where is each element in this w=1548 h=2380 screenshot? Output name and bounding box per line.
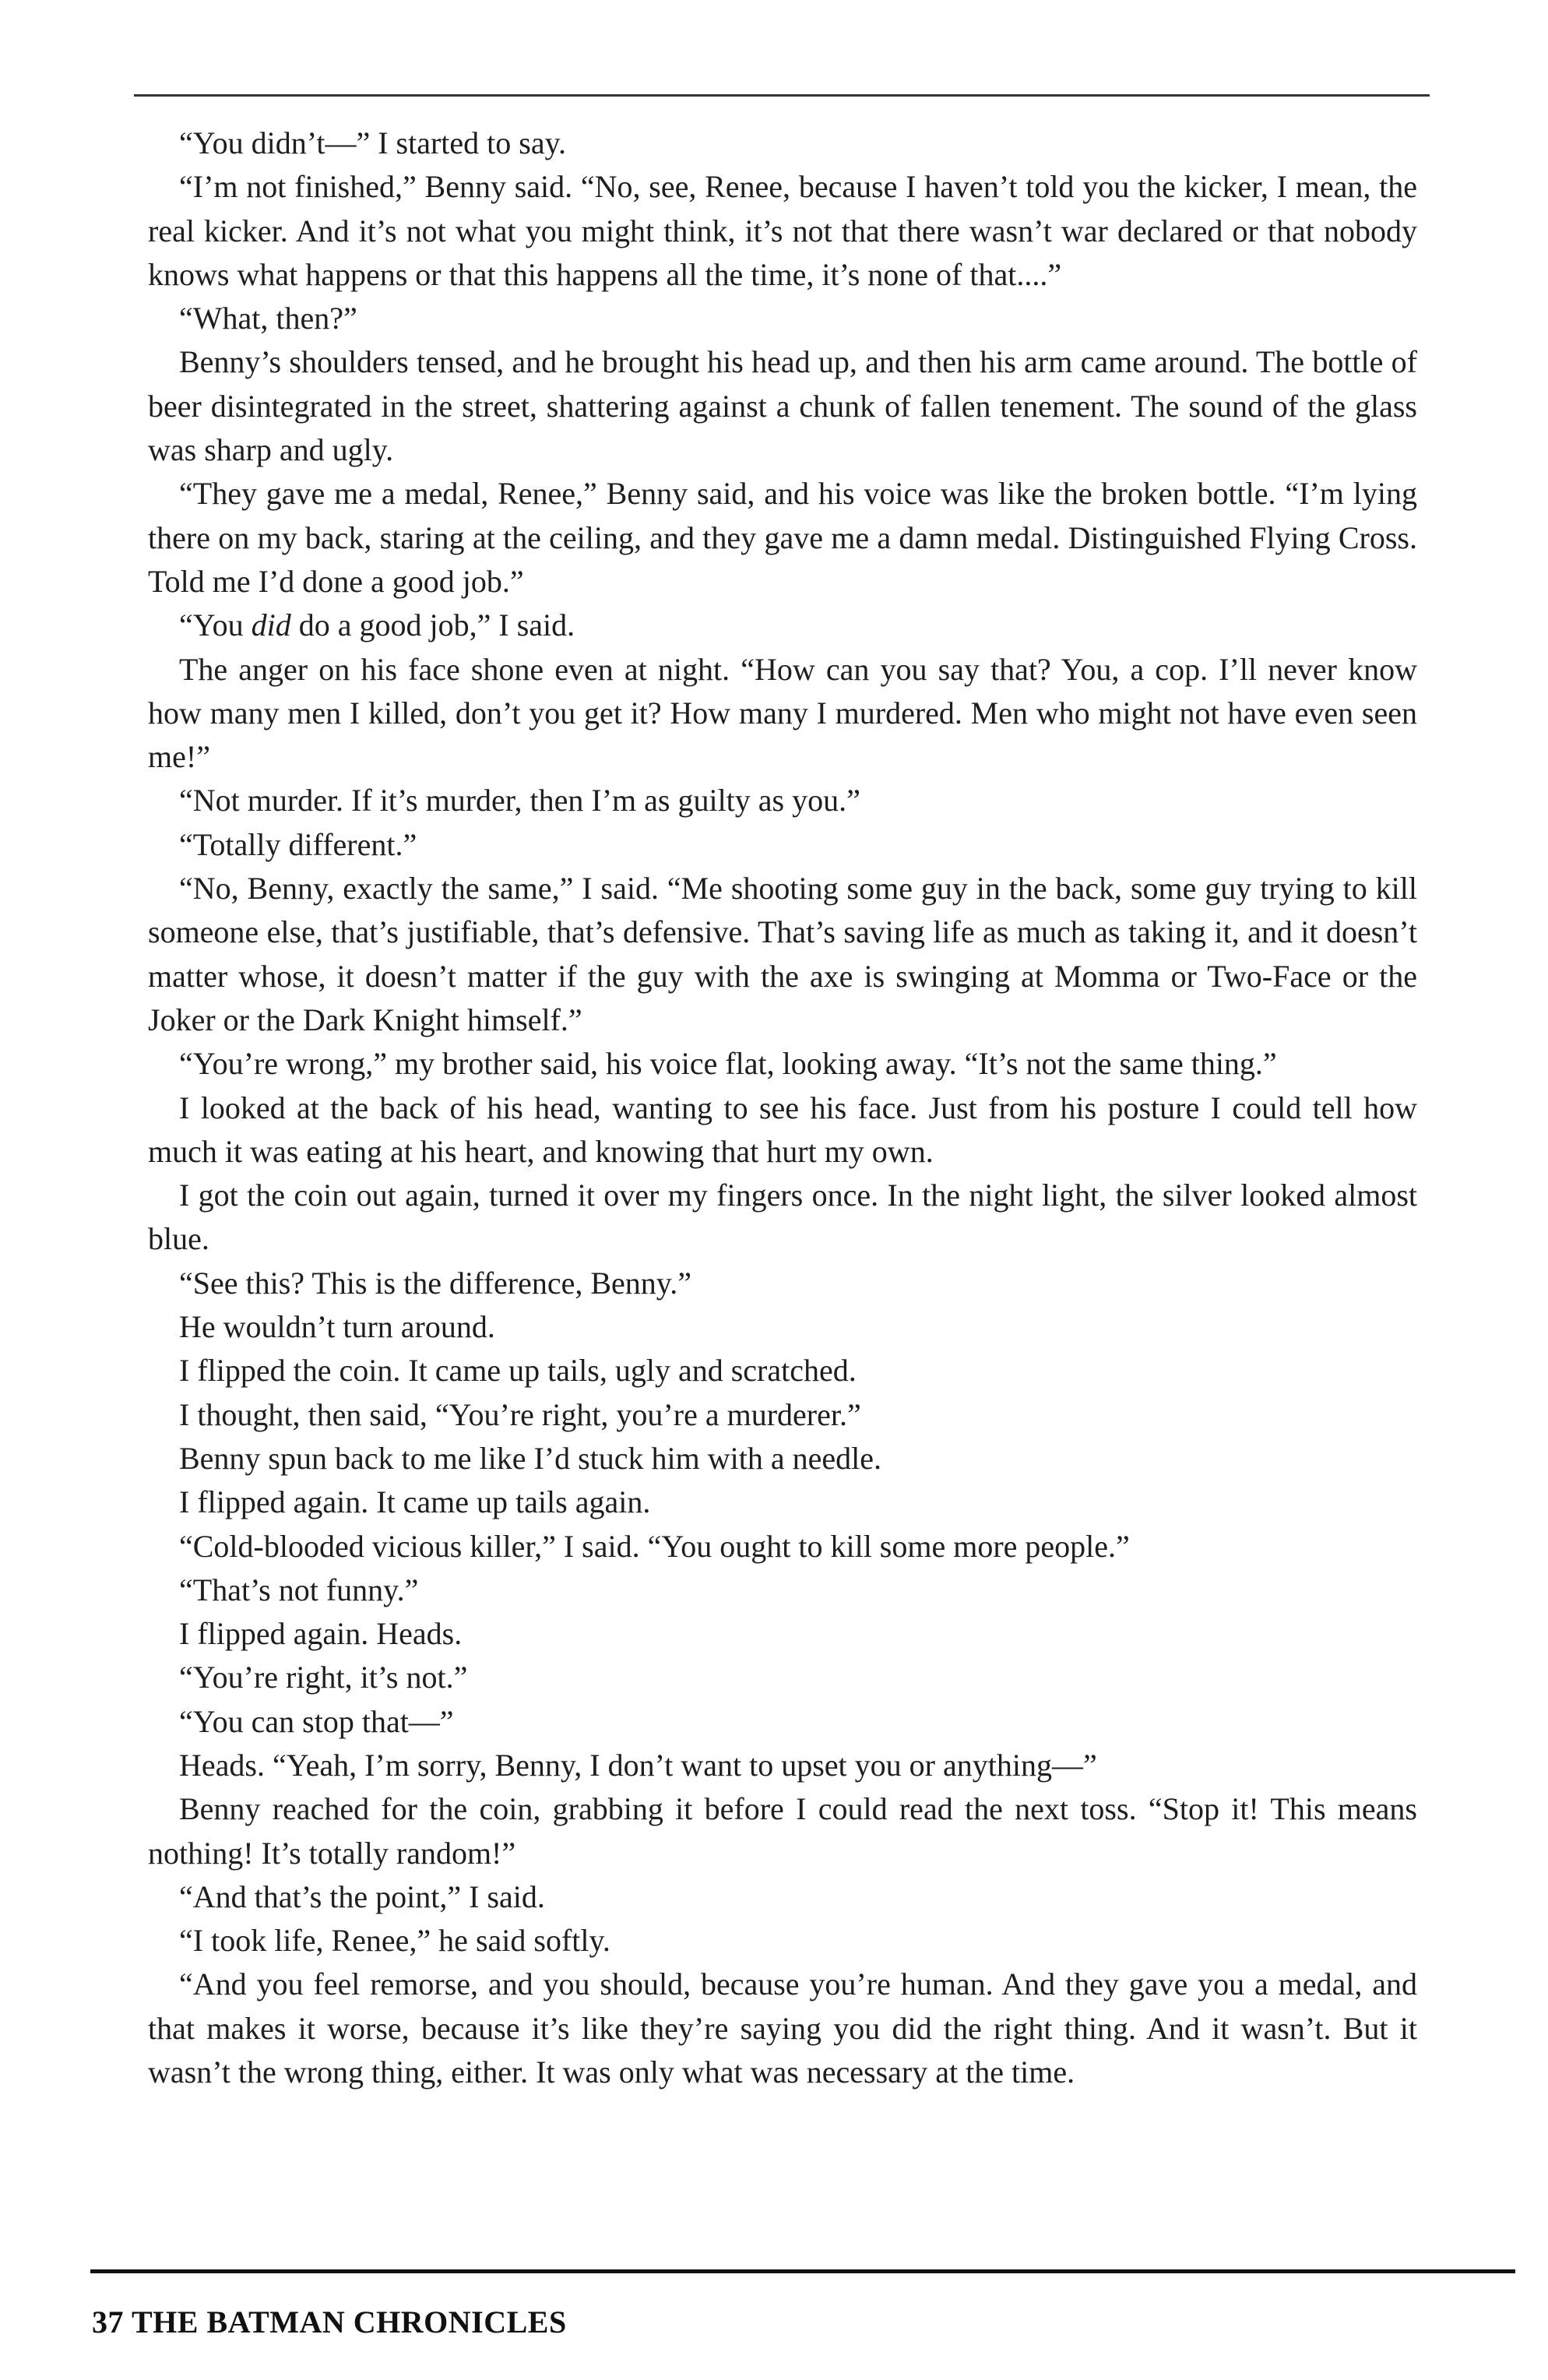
paragraph-text: Heads. “Yeah, I’m sorry, Benny, I don’t want to upset you or anything—” xyxy=(179,1747,1097,1783)
body-text xyxy=(148,121,1417,2094)
paragraph-text: “Totally different.” xyxy=(179,826,417,862)
paragraph-text: Benny spun back to me like I’d stuck him with a needle. xyxy=(179,1440,882,1476)
paragraph xyxy=(148,823,1417,867)
paragraph xyxy=(148,779,1417,822)
paragraph xyxy=(148,1656,1417,1699)
paragraph xyxy=(148,1568,1417,1612)
paragraph-text: “Not murder. If it’s murder, then I’m as guilty as you.” xyxy=(179,783,860,819)
paragraph xyxy=(148,1787,1417,1875)
paragraph xyxy=(148,1744,1417,1787)
paragraph-text: “You xyxy=(179,607,252,643)
paragraph xyxy=(148,1174,1417,1262)
paragraph xyxy=(148,1437,1417,1480)
paragraph-text: “See this? This is the difference, Benny.” xyxy=(179,1265,691,1301)
paragraph xyxy=(148,1480,1417,1524)
paragraph-text: I flipped again. Heads. xyxy=(179,1616,463,1652)
paragraph-text: “I’m not finished,” Benny said. “No, see, Renee, because I haven’t told you the kicker, I mean, the real kicker. And it’s not what you might think, it’s not that there wasn’t war declared or that nobody knows what happens or that this happens all the time, it’s none of that....” xyxy=(148,169,1417,292)
paragraph-text: “You can stop that—” xyxy=(179,1703,454,1739)
paragraph xyxy=(148,648,1417,780)
paragraph-text: “You didn’t—” I started to say. xyxy=(179,125,566,160)
paragraph xyxy=(148,1919,1417,1963)
paragraph-text: “And you feel remorse, and you should, because you’re human. And they gave you a medal, and that makes it worse, because it’s like they’re saying you did the right thing. And it wasn’t. But it wasn’t the wrong thing, either. It was only what was necessary at the time. xyxy=(148,1966,1417,2090)
page-number: 37 xyxy=(92,2304,124,2340)
paragraph-text: “What, then?” xyxy=(179,301,357,336)
paragraph xyxy=(148,297,1417,340)
book-title: THE BATMAN CHRONICLES xyxy=(132,2304,567,2340)
emphasis-text: did xyxy=(251,607,291,643)
paragraph-text: “You’re right, it’s not.” xyxy=(179,1660,468,1695)
paragraph xyxy=(148,1393,1417,1437)
paragraph xyxy=(148,472,1417,604)
paragraph xyxy=(148,1875,1417,1919)
paragraph xyxy=(148,1612,1417,1656)
paragraph xyxy=(148,165,1417,297)
paragraph xyxy=(148,867,1417,1042)
paragraph-text: “They gave me a medal, Renee,” Benny said, and his voice was like the broken bottle. “I’m lying there on my back, staring at the ceiling, and they gave me a damn medal. Distinguished Flying Cross. Told me I’d done a good job.” xyxy=(148,476,1417,599)
paragraph-text: The anger on his face shone even at night. “How can you say that? You, a cop. I’ll never know how many men I killed, don’t you get it? How many I murdered. Men who might not have even seen me!” xyxy=(148,651,1417,775)
paragraph xyxy=(148,1262,1417,1305)
paragraph-text: “That’s not funny.” xyxy=(179,1572,419,1607)
paragraph-text: “And that’s the point,” I said. xyxy=(179,1878,545,1914)
bottom-rule xyxy=(90,2269,1515,2273)
paragraph xyxy=(148,1700,1417,1744)
paragraph-text: I got the coin out again, turned it over my fingers once. In the night light, the silver looked almost blue. xyxy=(148,1178,1417,1257)
paragraph xyxy=(148,340,1417,472)
paragraph xyxy=(148,1086,1417,1174)
paragraph-text: I thought, then said, “You’re right, you’re a murderer.” xyxy=(179,1396,861,1432)
paragraph-text: Benny reached for the coin, grabbing it before I could read the next toss. “Stop it! This means nothing! It’s totally random!” xyxy=(148,1791,1417,1871)
page-footer xyxy=(92,2304,567,2340)
paragraph xyxy=(148,1349,1417,1392)
paragraph-text: do a good job,” I said. xyxy=(290,607,575,643)
paragraph xyxy=(148,121,1417,165)
paragraph-text: I flipped the coin. It came up tails, ugly and scratched. xyxy=(179,1353,857,1389)
paragraph-text: He wouldn’t turn around. xyxy=(179,1309,495,1345)
paragraph-text: “No, Benny, exactly the same,” I said. “Me shooting some guy in the back, some guy trying to kill someone else, that’s justifiable, that’s defensive. That’s saving life as much as taking it, and it doesn’t matter whose, it doesn’t matter if the guy with the axe is swinging at Momma or Two-Face or the Joker or the Dark Knight himself.” xyxy=(148,871,1417,1037)
paragraph xyxy=(148,1042,1417,1086)
paragraph xyxy=(148,604,1417,647)
paragraph-text: “Cold-blooded vicious killer,” I said. “You ought to kill some more people.” xyxy=(179,1528,1130,1564)
paragraph-text: I flipped again. It came up tails again. xyxy=(179,1484,651,1520)
paragraph-text: “I took life, Renee,” he said softly. xyxy=(179,1923,610,1959)
paragraph xyxy=(148,1525,1417,1568)
paragraph-text: I looked at the back of his head, wanting to see his face. Just from his posture I could tell how much it was eating at his heart, and knowing that hurt my own. xyxy=(148,1090,1417,1169)
paragraph-text: Benny’s shoulders tensed, and he brought his head up, and then his arm came around. The bottle of beer disintegrated in the street, shattering against a chunk of fallen tenement. The sound of the glass was sharp and ugly. xyxy=(148,344,1417,468)
top-rule xyxy=(134,94,1430,97)
paragraph-text: “You’re wrong,” my brother said, his voice flat, looking away. “It’s not the same thing.” xyxy=(179,1046,1277,1082)
paragraph xyxy=(148,1305,1417,1349)
paragraph xyxy=(148,1963,1417,2094)
